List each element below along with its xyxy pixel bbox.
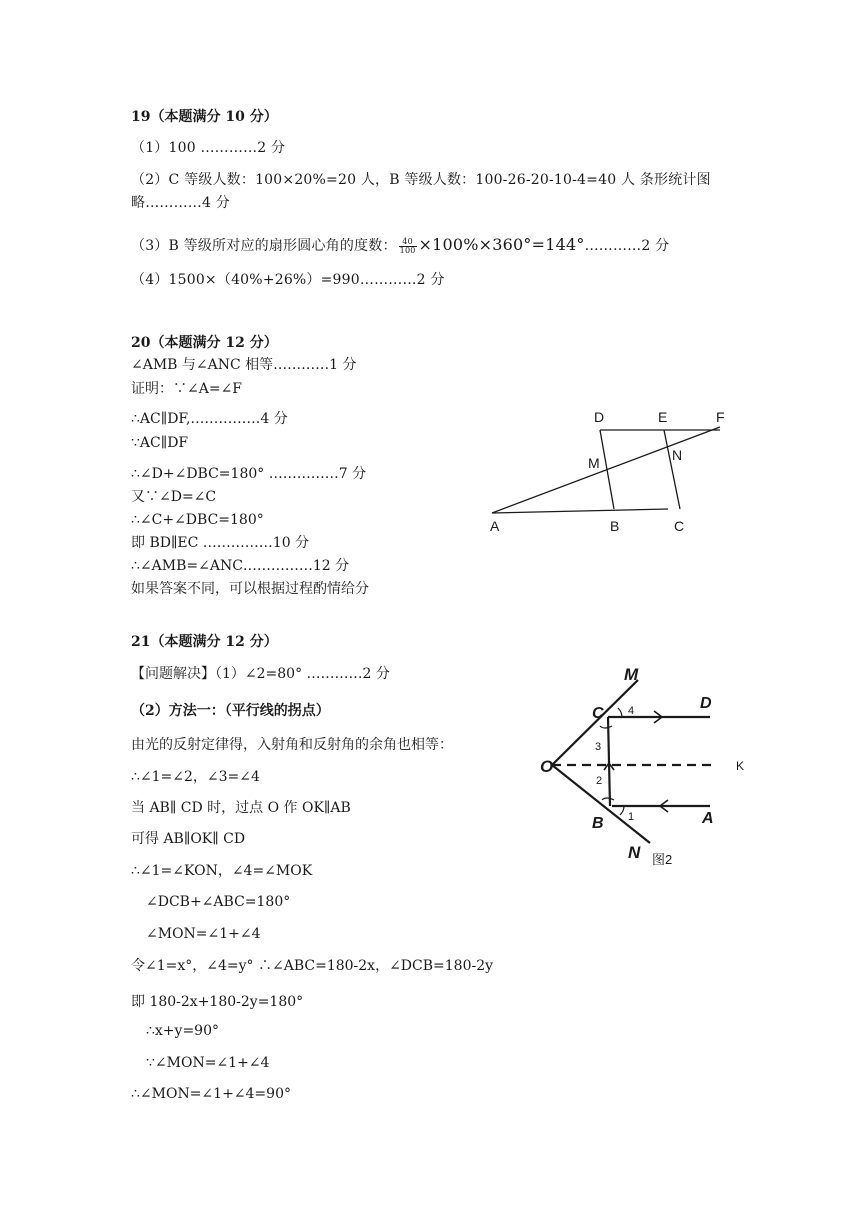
q21-label-b: B bbox=[592, 815, 604, 832]
q20-heading: 20（本题满分 12 分） bbox=[131, 335, 278, 351]
q20-label-m: M bbox=[588, 455, 600, 471]
q19-answer-1: （1）100 …………2 分 bbox=[131, 140, 286, 156]
q19-fraction-numerator: 40 bbox=[399, 238, 417, 247]
q21-method-title: （2）方法一：（平行线的拐点） bbox=[131, 703, 330, 719]
q19-answer-3-prefix: （3）B 等级所对应的扇形圆心角的度数： bbox=[131, 238, 397, 254]
q20-line: 如果答案不同，可以根据过程酌情给分 bbox=[131, 581, 369, 597]
q19-answer-2b: 略…………4 分 bbox=[131, 195, 230, 211]
q21-label-angle-2: 2 bbox=[596, 775, 603, 787]
q21-label-c: C bbox=[592, 705, 604, 722]
q19-fraction bbox=[399, 238, 417, 255]
q20-label-b: B bbox=[610, 518, 620, 534]
q21-line: ∴x+y=90° bbox=[146, 1023, 219, 1039]
q21-angle-arc-3 bbox=[600, 726, 612, 728]
q20-line-ac bbox=[492, 509, 668, 513]
q19-answer-2a: （2）C 等级人数：100×20%=20 人，B 等级人数：100-26-20-10-4=40 人 条形统计图 bbox=[131, 172, 711, 188]
q20-label-c: C bbox=[674, 518, 685, 534]
q20-line: ∠AMB 与∠ANC 相等…………1 分 bbox=[131, 357, 357, 373]
q20-line-db bbox=[600, 430, 614, 509]
q21-line: ∴∠MON=∠1+∠4=90° bbox=[131, 1086, 291, 1102]
q20-label-d: D bbox=[594, 409, 605, 425]
q21-heading: 21（本题满分 12 分） bbox=[131, 634, 278, 650]
q20-line-af bbox=[492, 427, 720, 513]
q21-label-angle-3: 3 bbox=[595, 741, 602, 753]
q21-line: 令∠1=x°，∠4=y° ∴∠ABC=180-2x，∠DCB=180-2y bbox=[131, 958, 494, 974]
q21-label-m: M bbox=[624, 665, 639, 684]
q21-angle-arc-2 bbox=[602, 798, 614, 800]
q20-line: ∴∠D+∠DBC=180° ……………7 分 bbox=[131, 466, 367, 482]
q21-line: 即 180-2x+180-2y=180° bbox=[131, 994, 304, 1010]
q20-label-a: A bbox=[490, 518, 500, 534]
q21-label-a: A bbox=[702, 810, 714, 827]
q20-label-n: N bbox=[672, 447, 683, 463]
q19-answer-3-suffix: …………2 分 bbox=[584, 238, 670, 254]
q20-label-f: F bbox=[716, 409, 725, 425]
q19-answer-3 bbox=[131, 236, 669, 255]
q19-heading: 19（本题满分 10 分） bbox=[131, 109, 278, 125]
q21-label-k: K bbox=[736, 759, 745, 773]
q21-line-cb bbox=[608, 717, 610, 806]
q20-line: 证明：∵∠A=∠F bbox=[131, 381, 243, 397]
q21-line: 可得 AB∥OK∥ CD bbox=[131, 831, 246, 847]
q21-label-n: N bbox=[628, 843, 641, 862]
q21-line: ∴∠1=∠KON，∠4=∠MOK bbox=[131, 863, 313, 879]
q21-label-angle-4: 4 bbox=[628, 705, 635, 717]
q21-angle-arc-1 bbox=[620, 806, 624, 815]
q20-line: 又∵∠D=∠C bbox=[131, 489, 217, 505]
q21-label-o: O bbox=[540, 757, 554, 776]
q21-label-d: D bbox=[700, 695, 712, 712]
q20-label-e: E bbox=[658, 409, 668, 425]
q19-formula: ×100%×360°=144° bbox=[418, 235, 585, 254]
q20-line: 即 BD∥EC ……………10 分 bbox=[131, 535, 310, 551]
q21-reflection-figure bbox=[540, 660, 755, 875]
q20-line: ∴AC∥DF,……………4 分 bbox=[131, 411, 288, 427]
q20-line: ∴∠AMB=∠ANC……………12 分 bbox=[131, 558, 350, 574]
q21-label-angle-1: 1 bbox=[628, 811, 635, 823]
q19-answer-4: （4）1500×（40%+26%）=990…………2 分 bbox=[131, 272, 445, 288]
q21-line: ∠MON=∠1+∠4 bbox=[146, 926, 261, 942]
q21-line: 当 AB∥ CD 时，过点 O 作 OK∥AB bbox=[131, 800, 351, 816]
q20-line: ∵AC∥DF bbox=[131, 435, 189, 451]
q21-angle-arc-4 bbox=[618, 708, 622, 717]
q20-geometry-figure bbox=[480, 400, 725, 540]
q21-line: ∵∠MON=∠1+∠4 bbox=[146, 1055, 270, 1071]
q21-answer-1: 【问题解决】（1）∠2=80° …………2 分 bbox=[131, 666, 390, 682]
q21-line: ∴∠1=∠2，∠3=∠4 bbox=[131, 769, 260, 785]
q20-line-ec bbox=[664, 430, 683, 509]
q21-figure-caption: 图2 bbox=[652, 852, 673, 867]
q21-line: ∠DCB+∠ABC=180° bbox=[146, 894, 291, 910]
q20-line: ∴∠C+∠DBC=180° bbox=[131, 512, 264, 528]
q19-fraction-denominator: 100 bbox=[399, 245, 416, 255]
q21-line: 由光的反射定律得，入射角和反射角的余角也相等： bbox=[131, 737, 453, 753]
